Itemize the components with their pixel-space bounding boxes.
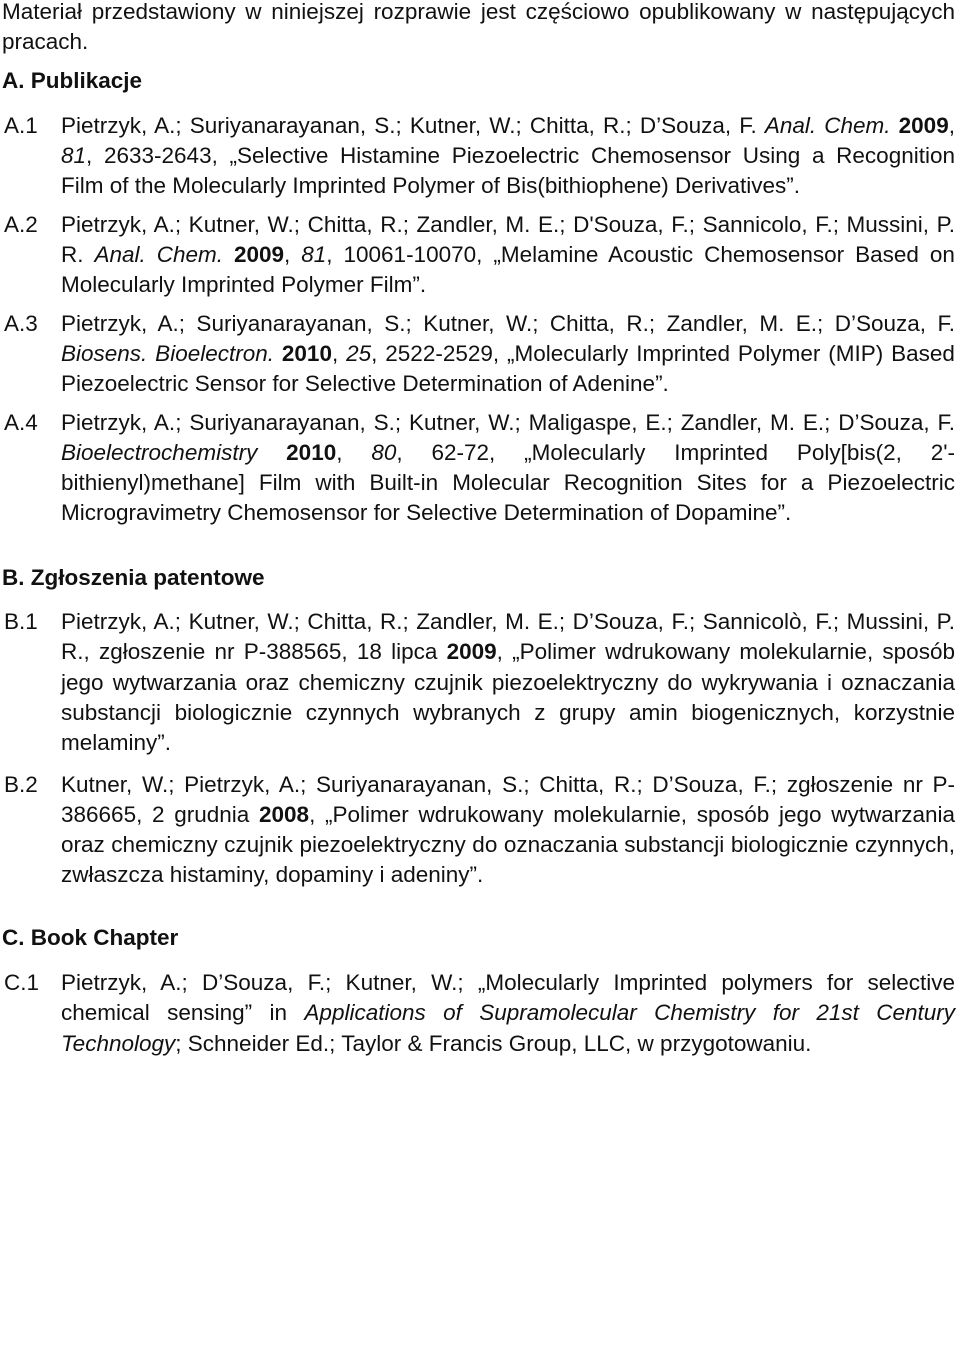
entry-journal: Biosens. Bioelectron. (61, 340, 275, 366)
entry-number: A.1 (4, 112, 38, 138)
entry-authors: Pietrzyk, A.; Kutner, W.; Chitta, R.; Zandler, M. E.; D’Souza, F.; Sannicolò, F.; Mussini, P. R., (61, 609, 955, 665)
entry-publisher: ; Schneider Ed.; Taylor & Francis Group, LLC, w przygotowaniu. (175, 1030, 812, 1056)
entry-year: 2009 (898, 112, 949, 138)
entry-authors: Pietrzyk, A.; Kutner, W.; Chitta, R.; Zandler, M. E.; D'Souza, F.; Sannicolo, F.; Mussini, P. R. (61, 211, 955, 268)
publication-entry: A.2 Pietrzyk, A.; Kutner, W.; Chitta, R.; Zandler, M. E.; D'Souza, F.; Sannicolo, F.; Mussini, P. R. Anal. Chem. 2009, 81, 10061-10070, „Melamine Acoustic Chemosensor Based on Molecularly Imprinted Polymer Film”. (4, 211, 955, 298)
entry-number: A.2 (4, 211, 38, 237)
entry-year: 2010 (281, 340, 332, 366)
entry-volume: 80 (371, 439, 397, 465)
entry-title: „Molecularly Imprinted polymers for selective chemical sensing” (61, 970, 955, 1026)
intro-paragraph: Materiał przedstawiony w niniejszej rozprawie jest częściowo opublikowany w następujących pracach. (2, 0, 955, 55)
entry-authors: Pietrzyk, A.; Suriyanarayanan, S.; Kutner, W.; Chitta, R.; Zandler, M. E.; D’Souza, F. (61, 310, 955, 336)
entry-pages: 2522-2529 (385, 340, 493, 366)
section-label: A. (2, 67, 25, 93)
book-chapter-entry (2, 968, 955, 1059)
entry-number: A.4 (4, 409, 38, 435)
entry-number: A.3 (4, 310, 38, 336)
entry-filing: zgłoszenie nr P-386665, 2 grudnia (61, 771, 956, 827)
entry-authors: Kutner, W.; Pietrzyk, A.; Suriyanarayanan, S.; Chitta, R.; D’Souza, F.; (61, 771, 778, 797)
section-heading-publications (2, 66, 955, 96)
entry-pages: 2633-2643 (103, 143, 212, 169)
entry-title: „Melamine Acoustic Chemosensor Based on Molecularly Imprinted Polymer Film”. (61, 242, 955, 298)
entry-title: „Polimer wdrukowany molekularnie, sposób jego wytwarzania oraz chemiczny czujnik piezoelektryczny do oznaczania substancji biologicznie czynnych, zwłaszcza histaminy, dopaminy i adeniny”. (61, 801, 955, 888)
patent-entry: B.2 Kutner, W.; Pietrzyk, A.; Suriyanarayanan, S.; Chitta, R.; D’Souza, F.; zgłoszenie nr P-386665, 2 grudnia 2008, „Polimer wdrukowany molekularnie, sposób jego wytwarzania oraz chemiczny czujnik piezoelektryczny do oznaczania substancji biologicznie czynnych, zwłaszcza histaminy, dopaminy i adeniny”. (4, 771, 956, 888)
entry-year: 2008 (259, 801, 310, 827)
entry-year: 2010 (286, 439, 337, 465)
entry-number: C.1 (4, 970, 40, 996)
section-heading-book-chapter (2, 923, 955, 953)
entry-in-label: in (269, 1000, 288, 1026)
entry-journal: Anal. Chem. (94, 242, 223, 268)
entry-authors: Pietrzyk, A.; Suriyanarayanan, S.; Kutner, W.; Chitta, R.; D’Souza, F. (61, 112, 757, 138)
publication-entry: A.1 Pietrzyk, A.; Suriyanarayanan, S.; Kutner, W.; Chitta, R.; D’Souza, F. Anal. Chem. 2009, 81, 2633-2643, „Selective Histamine Piezoelectric Chemosensor Using a Recognition Film of the Molecularly Imprinted Polymer of Bis(bithiophene) Derivatives”. (4, 112, 955, 199)
entry-title: „Molecularly Imprinted Poly[bis(2, 2'-bithienyl)methane] Film with Built-in Molecular Recognition Sites for a Piezoelectric Microgravimetry Chemosensor for Selective Determination of Dopamine”. (61, 439, 955, 526)
entry-book-title: Applications of Supramolecular Chemistry for 21st Century Technology (61, 1000, 955, 1056)
section-label: C. (2, 924, 25, 950)
entry-number: B.2 (4, 771, 38, 797)
section-title: Book Chapter (30, 924, 179, 950)
entry-year: 2009 (446, 639, 497, 665)
entry-title: „Molecularly Imprinted Polymer (MIP) Based Piezoelectric Sensor for Selective Determination of Adenine”. (61, 340, 955, 397)
entry-title: „Polimer wdrukowany molekularnie, sposób jego wytwarzania oraz chemiczny czujnik piezoelektryczny do wykrywania i oznaczania substancji biologicznie czynnych wybranych z grupy amin biogenicznych, korzystnie melaminy”. (61, 639, 955, 756)
entry-journal: Bioelectrochemistry (61, 439, 258, 465)
entry-volume: 25 (346, 340, 372, 366)
publication-entry: A.3 Pietrzyk, A.; Suriyanarayanan, S.; Kutner, W.; Chitta, R.; Zandler, M. E.; D’Souza, F. Biosens. Bioelectron. 2010, 25, 2522-2529, „Molecularly Imprinted Polymer (MIP) Based Piezoelectric Sensor for Selective Determination of Adenine”. (4, 310, 955, 397)
patent-entry: B.1 Pietrzyk, A.; Kutner, W.; Chitta, R.; Zandler, M. E.; D’Souza, F.; Sannicolò, F.; Mussini, P. R., zgłoszenie nr P-388565, 18 lipca 2009, „Polimer wdrukowany molekularnie, sposób jego wytwarzania oraz chemiczny czujnik piezoelektryczny do wykrywania i oznaczania substancji biologicznie czynnych wybranych z grupy amin biogenicznych, korzystnie melaminy”. (4, 609, 955, 756)
section-label: B. (2, 564, 25, 590)
entry-pages: 62-72 (431, 439, 489, 465)
entry-authors: Pietrzyk, A.; Suriyanarayanan, S.; Kutner, W.; Maligaspe, E.; Zandler, M. E.; D’Souza, F. (61, 409, 955, 435)
entry-volume: 81 (61, 143, 87, 169)
section-heading-patents (2, 563, 955, 593)
entry-year: 2009 (233, 242, 285, 268)
entry-volume: 81 (301, 242, 327, 268)
entry-filing: zgłoszenie nr P-388565, 18 lipca (99, 639, 438, 665)
entry-authors: Pietrzyk, A.; D’Souza, F.; Kutner, W.; (61, 970, 464, 996)
section-title: Zgłoszenia patentowe (30, 564, 265, 590)
section-title: Publikacje (30, 67, 143, 93)
entry-number: B.1 (4, 609, 38, 635)
entry-pages: 10061-10070 (343, 242, 477, 268)
entry-journal: Anal. Chem. (764, 112, 891, 138)
entry-title: „Selective Histamine Piezoelectric Chemosensor Using a Recognition Film of the Molecularly Imprinted Polymer of Bis(bithiophene) Derivatives”. (61, 143, 955, 199)
publication-entry: A.4 Pietrzyk, A.; Suriyanarayanan, S.; Kutner, W.; Maligaspe, E.; Zandler, M. E.; D’Souza, F. Bioelectrochemistry 2010, 80, 62-72, „Molecularly Imprinted Poly[bis(2, 2'-bithienyl)methane] Film with Built-in Molecular Recognition Sites for a Piezoelectric Microgravimetry Chemosensor for Selective Determination of Dopamine”. (4, 409, 955, 526)
